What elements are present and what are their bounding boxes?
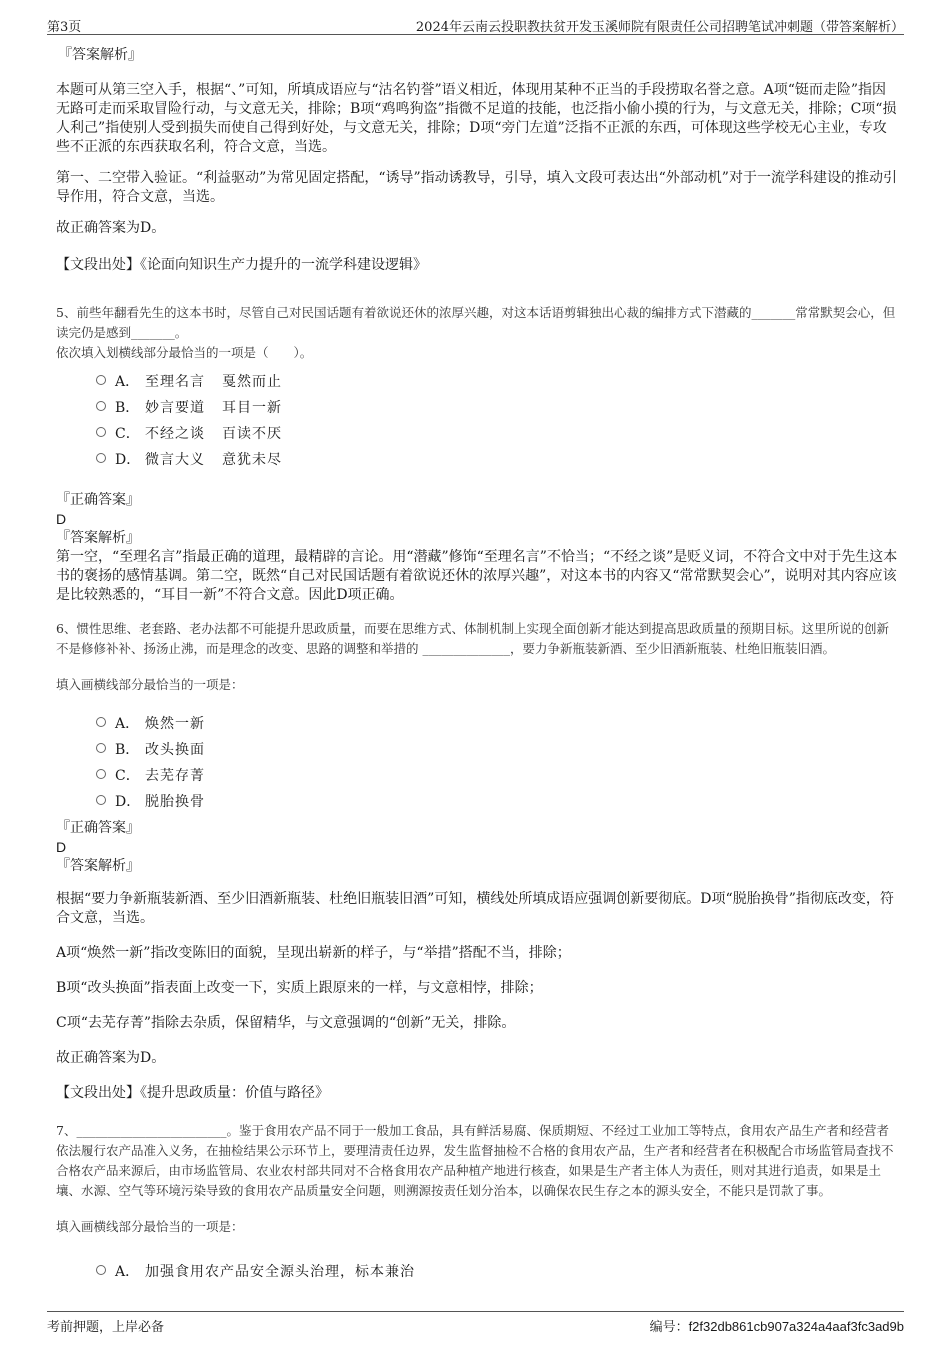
q5-analysis: 第一空，“至理名言”指最正确的道理，最精辟的言论。用“潜藏”修饰“至理名言”不恰当；“不经之谈”是贬义词，不符合文中对于先生这本书的褒扬的感情基调。第二空，既然“自己对民国话题有着欲说还休的浓厚兴趣”，对这本书的内容又“常常默契会心”，说明对其内容应该是比较熟悉的，“耳目一新”不符合文意。因此D项正确。 xyxy=(56,549,898,603)
q6-analysis-label: 『答案解析』 xyxy=(56,858,140,874)
radio-button[interactable] xyxy=(96,743,106,753)
page-content xyxy=(56,46,898,1308)
q5-instruction: 依次填入划横线部分最恰当的一项是（ ）。 xyxy=(56,345,313,360)
page-footer xyxy=(47,1311,904,1334)
radio-button[interactable] xyxy=(96,401,106,411)
q7-stem: 7、________________________。鉴于食用农产品不同于一般加工食品，具有鲜活易腐、保质期短、不经过工业加工等特点，食用农产品生产者和经营者依法履行农产品准入义务，在抽检结果公示环节上，要理清责任边界，发生监督抽检不合格的食用农产品，生产者和经营者在积极配合市场监管局查找不合格农产品来源后，由市场监管局、农业农村部共同对不合格食用农产品种植产地进行核查，如果是生产者主体人为责任，则对其进行追责，如果是土壤、水源、空气等环境污染导致的食用农产品质量安全问题，则溯源按责任划分治本，以确保农民生存之本的源头安全，不能只是罚款了事。 xyxy=(56,1123,894,1198)
q6-source: 【文段出处】《提升思政质量：价值与路径》 xyxy=(56,1085,329,1101)
radio-button[interactable] xyxy=(96,769,106,779)
q5-stem: 5、前些年翻看先生的这本书时，尽管自己对民国话题有着欲说还休的浓厚兴趣，对这本话语剪辑独出心裁的编排方式下潜藏的_______常常默契会心，但读完仍是感到_______。 xyxy=(56,305,896,340)
q5-answer-label: 『正确答案』 xyxy=(56,492,140,508)
q6-stem: 6、惯性思维、老套路、老办法都不可能提升思政质量，而要在思维方式、体制机制上实现全面创新才能达到提高思政质量的预期目标。这里所说的创新不是修修补补、扬汤止沸，而是理念的改变、思路的调整和举措的 ______________，要力争新瓶装新酒、至少旧酒新瓶装、杜绝旧瓶装旧酒。 xyxy=(56,621,889,656)
q6-option-c[interactable]: C． 去芜存菁 xyxy=(56,761,898,787)
q4-conclusion: 故正确答案为D。 xyxy=(56,220,166,236)
q6-option-d[interactable]: D． 脱胎换骨 xyxy=(56,787,898,813)
q6-answer-label: 『正确答案』 xyxy=(56,820,140,836)
q4-analysis-paragraph-2: 第一、二空带入验证。“利益驱动”为常见固定搭配，“诱导”指动诱教导，引导，填入文段可表达出“外部动机”对于一流学科建设的推动引导作用，符合文意，当选。 xyxy=(56,170,897,205)
page-number: 第3页 xyxy=(47,20,82,35)
q6-option-a[interactable]: A． 焕然一新 xyxy=(56,709,898,735)
page-header xyxy=(47,14,904,35)
q6-answer: D xyxy=(56,839,67,855)
q6-analysis-paragraph-4: C项“去芜存菁”指除去杂质，保留精华，与文意强调的“创新”无关，排除。 xyxy=(56,1015,516,1031)
document-code: 编号：f2f32db861cb907a324a4aaf3fc3ad9b xyxy=(649,1319,904,1334)
q5-option-a[interactable]: A． 至理名言 戛然而止 xyxy=(56,367,898,393)
q5-option-c[interactable]: C． 不经之谈 百读不厌 xyxy=(56,419,898,445)
q6-analysis-paragraph-2: A项“焕然一新”指改变陈旧的面貌，呈现出崭新的样子，与“举措”搭配不当，排除； xyxy=(56,945,571,961)
radio-button[interactable] xyxy=(96,453,106,463)
q4-analysis-label: 『答案解析』 xyxy=(58,47,142,63)
document-title: 2024年云南云投职教扶贫开发玉溪师院有限责任公司招聘笔试冲刺题（带答案解析） xyxy=(415,20,904,35)
radio-button[interactable] xyxy=(96,717,106,727)
radio-button[interactable] xyxy=(96,427,106,437)
q7-option-a[interactable]: A． 加强食用农产品安全源头治理，标本兼治 xyxy=(56,1257,898,1283)
q5-option-b[interactable]: B． 妙言要道 耳目一新 xyxy=(56,393,898,419)
radio-button[interactable] xyxy=(96,795,106,805)
q6-analysis-paragraph-1: 根据“要力争新瓶装新酒、至少旧酒新瓶装、杜绝旧瓶装旧酒”可知，横线处所填成语应强调创新要彻底。D项“脱胎换骨”指彻底改变，符合文意，当选。 xyxy=(56,891,894,926)
q4-source: 【文段出处】《论面向知识生产力提升的一流学科建设逻辑》 xyxy=(56,257,427,273)
q6-instruction: 填入画横线部分最恰当的一项是： xyxy=(56,677,244,692)
q5-analysis-label: 『答案解析』 xyxy=(56,530,140,546)
radio-button[interactable] xyxy=(96,1265,106,1275)
q6-conclusion: 故正确答案为D。 xyxy=(56,1050,166,1066)
q5-option-d[interactable]: D． 微言大义 意犹未尽 xyxy=(56,445,898,471)
radio-button[interactable] xyxy=(96,375,106,385)
q6-option-b[interactable]: B． 改头换面 xyxy=(56,735,898,761)
q5-answer: D xyxy=(56,511,67,527)
q4-analysis-paragraph-1: 本题可从第三空入手，根据“、”可知，所填成语应与“沽名钓誉”语义相近，体现用某种不正当的手段捞取名誉之意。A项“铤而走险”指因无路可走而采取冒险行动，与文意无关，排除；B项“鸡鸣狗盗”指微不足道的技能，也泛指小偷小摸的行为，与文意无关，排除；C项“损人利己”指使别人受到损失而使自己得到好处，与文意无关，排除；D项“旁门左道”泛指不正派的东西，可体现这些学校无心主业，专攻些不正派的东西获取名利，符合文意，当选。 xyxy=(56,82,897,155)
q6-analysis-paragraph-3: B项“改头换面”指表面上改变一下，实质上跟原来的一样，与文意相悖，排除； xyxy=(56,980,543,996)
footer-motto: 考前押题，上岸必备 xyxy=(47,1320,165,1335)
q7-instruction: 填入画横线部分最恰当的一项是： xyxy=(56,1219,244,1234)
